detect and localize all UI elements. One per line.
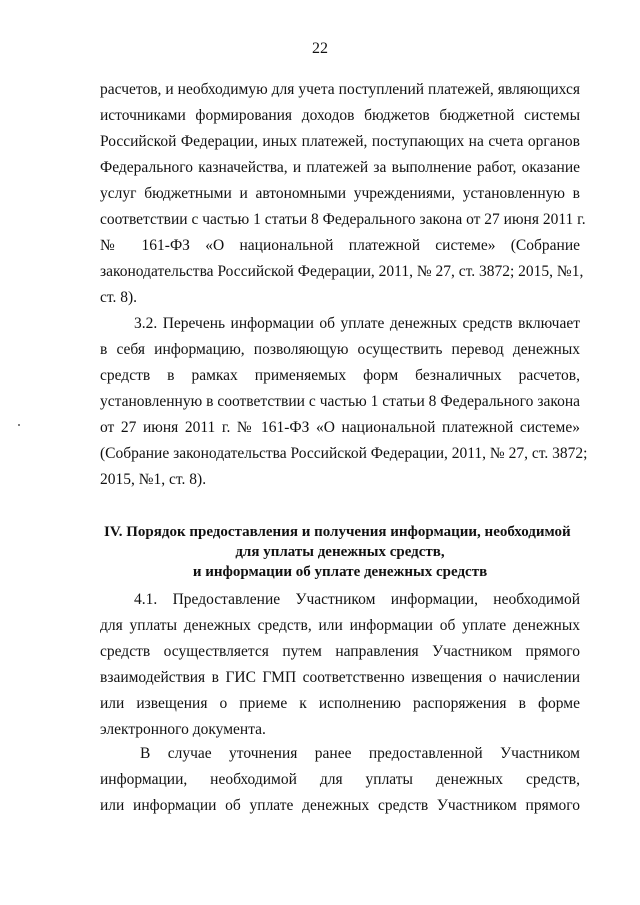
text-line: или извещения о приеме к исполнению распоряжения в форме [100, 695, 580, 712]
text-line: законодательства Российской Федерации, 2011, № 27, ст. 3872; 2015, №1, [100, 263, 584, 280]
text-line: Российской Федерации, иных платежей, поступающих на счета органов [100, 133, 580, 150]
section-heading-line: для уплаты денежных средств, [235, 544, 445, 560]
text-line: средств осуществляется путем направления Участником прямого [100, 643, 580, 660]
text-line: в себя информацию, позволяющую осуществить перевод денежных [100, 341, 580, 358]
text-line: 4.1. Предоставление Участником информации, необходимой [134, 591, 580, 608]
text-line: № 161-ФЗ «О национальной платежной системе» (Собрание [100, 237, 580, 254]
page-number: 22 [312, 40, 328, 57]
text-line: расчетов, и необходимую для учета поступлений платежей, являющихся [100, 81, 580, 98]
text-line: взаимодействия в ГИС ГМП соответственно извещения о начислении [100, 669, 580, 686]
text-line: 3.2. Перечень информации об уплате денежных средств включает [134, 315, 580, 332]
scan-speck [18, 424, 20, 426]
text-line: Федерального казначейства, и платежей за выполнение работ, оказание [100, 159, 580, 176]
text-line: ст. 8). [100, 289, 138, 306]
text-line: источниками формирования доходов бюджетов бюджетной системы [100, 107, 580, 124]
text-line: 2015, №1, ст. 8). [100, 471, 207, 488]
text-line: информации, необходимой для уплаты денежных средств, [100, 771, 580, 788]
section-heading-line: IV. Порядок предоставления и получения информации, необходимой [104, 524, 571, 540]
text-line: от 27 июня 2011 г. № 161-ФЗ «О национальной платежной системе» [100, 419, 580, 436]
text-line: электронного документа. [100, 721, 266, 738]
text-line: установленную в соответствии с частью 1 статьи 8 Федерального закона [100, 393, 580, 410]
text-line: (Собрание законодательства Российской Федерации, 2011, № 27, ст. 3872; [100, 445, 588, 462]
section-heading-line: и информации об уплате денежных средств [192, 564, 488, 580]
text-line: или информации об уплате денежных средств Участником прямого [100, 797, 580, 814]
text-line: В случае уточнения ранее предоставленной Участником [140, 745, 580, 762]
text-line: для уплаты денежных средств, или информации об уплате денежных [100, 617, 580, 634]
section-heading [80, 522, 600, 582]
text-line: услуг бюджетными и автономными учреждениями, установленную в [100, 185, 580, 202]
text-line: средств в рамках применяемых форм безналичных расчетов, [100, 367, 580, 384]
text-line: соответствии с частью 1 статьи 8 Федерального закона от 27 июня 2011 г. [100, 211, 586, 228]
